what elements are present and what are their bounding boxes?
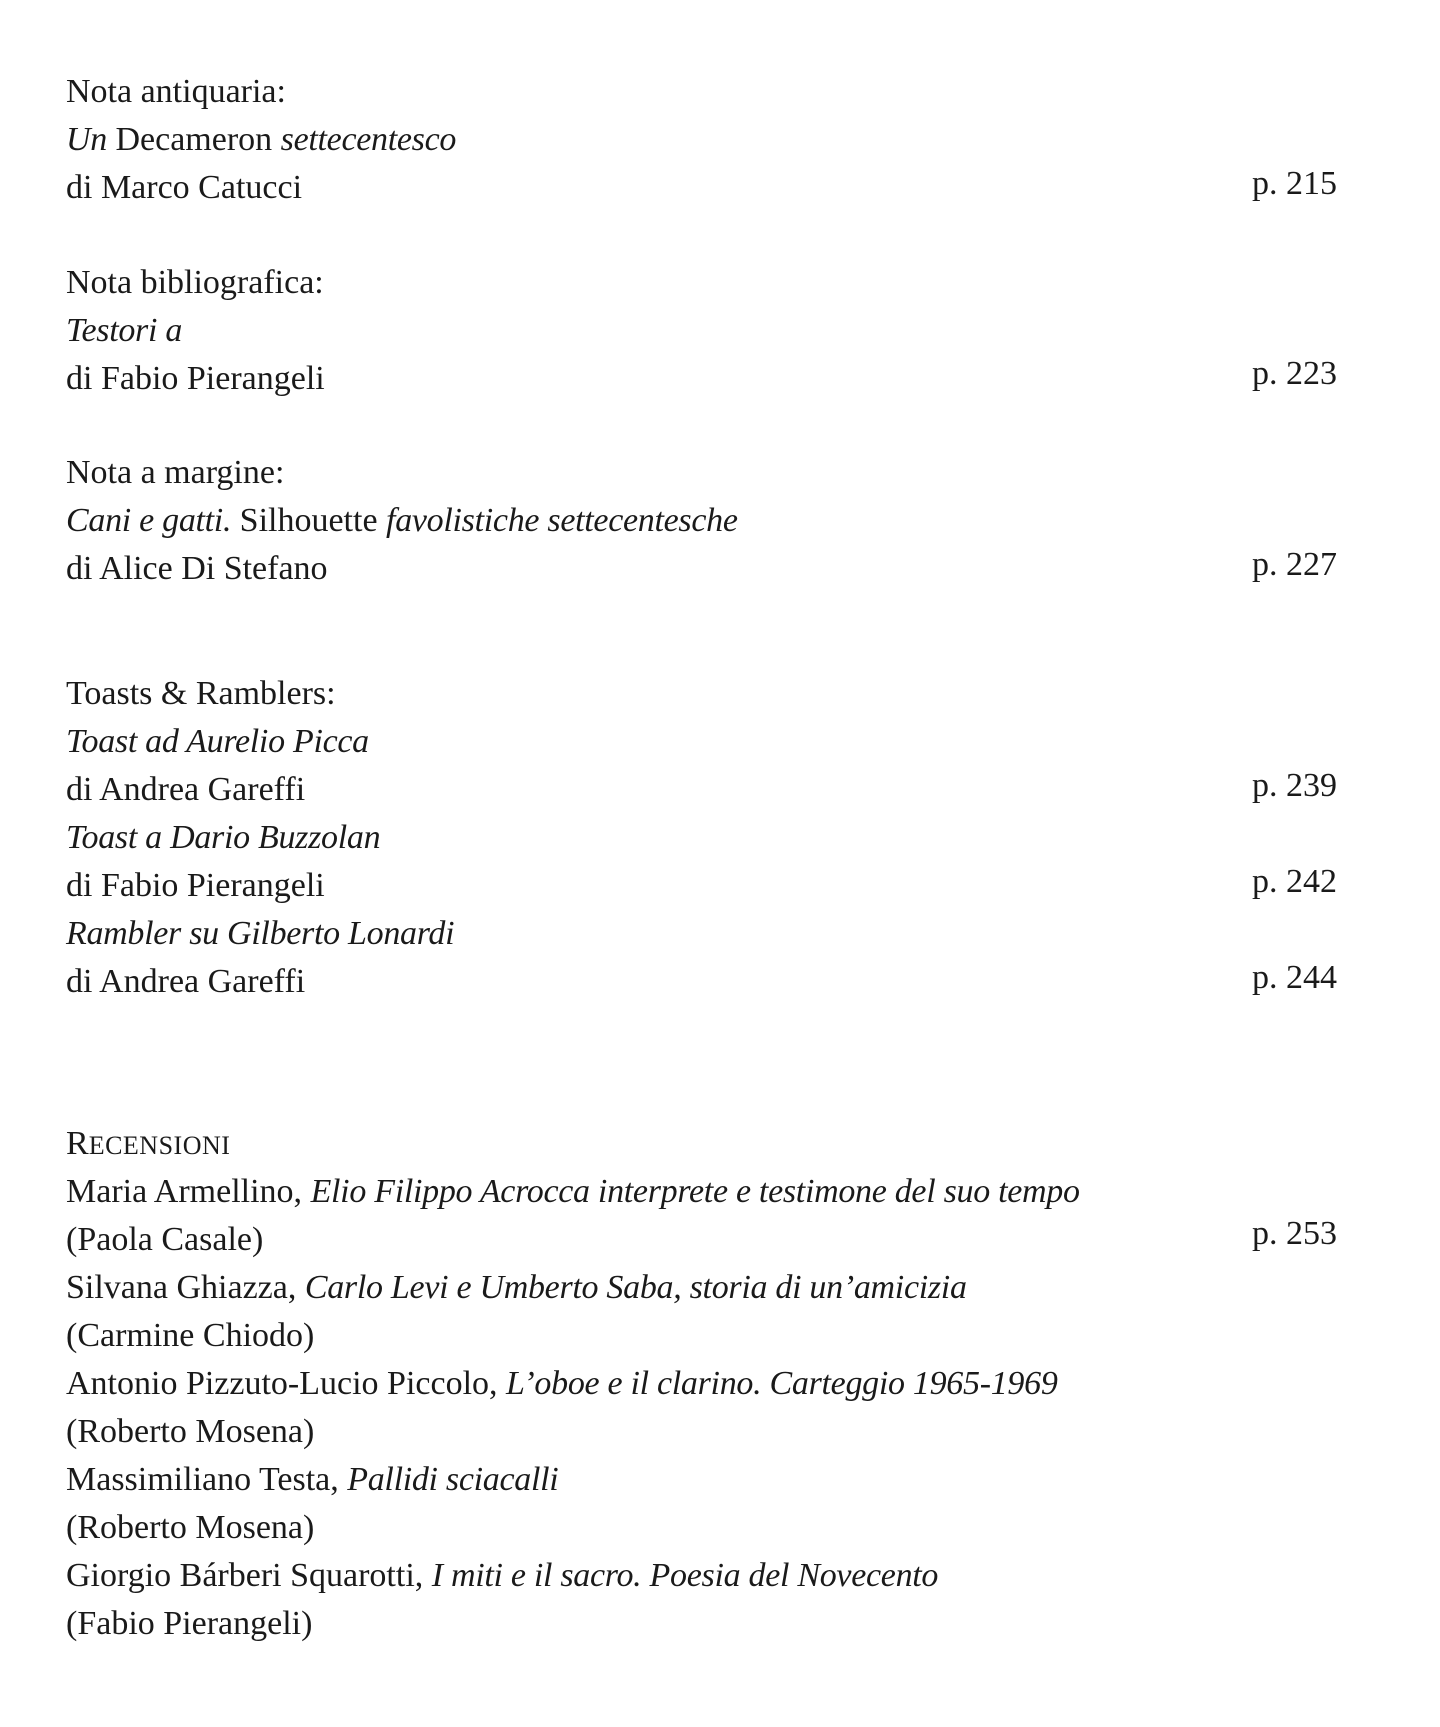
section-heading — [66, 1120, 1356, 1170]
reviewer: (Fabio Pierangeli) — [66, 1605, 313, 1642]
heading-initial: R — [66, 1125, 89, 1162]
title-text: Toast ad Aurelio Picca — [66, 723, 369, 760]
title-part: Testori a — [66, 312, 183, 349]
entry-title — [66, 497, 1356, 545]
section-heading: Toasts & Ramblers: — [66, 675, 336, 712]
review-author: Giorgio Bárberi Squarotti, — [66, 1557, 432, 1594]
title-part: Silhouette — [231, 502, 387, 539]
review-title: Carlo Levi e Umberto Saba, storia di un’amicizia — [304, 1269, 967, 1306]
reviewer: (Roberto Mosena) — [66, 1413, 315, 1450]
title-part: favolistiche settecentesche — [386, 502, 738, 539]
review-author: Antonio Pizzuto-Lucio Piccolo, — [66, 1365, 507, 1402]
review-title: Pallidi sciacalli — [347, 1461, 559, 1498]
entry-author: di Andrea Gareffi — [66, 963, 306, 1000]
entry-title — [66, 307, 1356, 355]
section-heading: Nota a margine: — [66, 454, 285, 491]
review-title: I miti e il sacro. Poesia del Novecento — [431, 1557, 939, 1594]
title-text: Toast a Dario Buzzolan — [66, 819, 381, 856]
entry-author: di Alice Di Stefano — [66, 550, 328, 587]
review-line — [66, 1264, 1356, 1312]
title-part: settecentesco — [280, 121, 457, 158]
review-line — [66, 1360, 1356, 1408]
entry-title — [66, 116, 1356, 164]
entry-title — [66, 910, 1356, 958]
review-line — [66, 1552, 1356, 1600]
heading-rest: ECENSIONI — [88, 1131, 231, 1160]
review-line — [66, 1168, 1356, 1216]
entry-author: di Andrea Gareffi — [66, 771, 306, 808]
page-number: p. 239 — [1252, 767, 1337, 804]
section-heading: Nota antiquaria: — [66, 73, 286, 110]
entry-author: di Fabio Pierangeli — [66, 867, 325, 904]
page-number: p. 242 — [1252, 863, 1337, 900]
title-text: Rambler su Gilberto Lonardi — [66, 915, 455, 952]
review-author: Silvana Ghiazza, — [66, 1269, 305, 1306]
entry-author: di Fabio Pierangeli — [66, 360, 325, 397]
page-number: p. 223 — [1252, 355, 1337, 392]
reviewer: (Paola Casale) — [66, 1221, 264, 1258]
entry-title — [66, 718, 1356, 766]
review-title: Elio Filippo Acrocca interprete e testimone del suo tempo — [310, 1173, 1080, 1210]
page-number: p. 253 — [1252, 1215, 1337, 1252]
page-number: p. 244 — [1252, 959, 1337, 996]
entry-title — [66, 814, 1356, 862]
title-part: Un — [66, 121, 107, 158]
reviewer: (Carmine Chiodo) — [66, 1317, 315, 1354]
reviewer: (Roberto Mosena) — [66, 1509, 315, 1546]
page-number: p. 227 — [1252, 546, 1337, 583]
review-title: L’oboe e il clarino. Carteggio 1965-1969 — [506, 1365, 1058, 1402]
title-part: Cani e gatti. — [66, 502, 232, 539]
entry-author: di Marco Catucci — [66, 169, 303, 206]
review-line — [66, 1456, 1356, 1504]
title-part: Decameron — [106, 121, 281, 158]
review-author: Massimiliano Testa, — [66, 1461, 348, 1498]
page-number: p. 215 — [1252, 165, 1337, 202]
section-heading: Nota bibliografica: — [66, 264, 324, 301]
review-author: Maria Armellino, — [66, 1173, 311, 1210]
